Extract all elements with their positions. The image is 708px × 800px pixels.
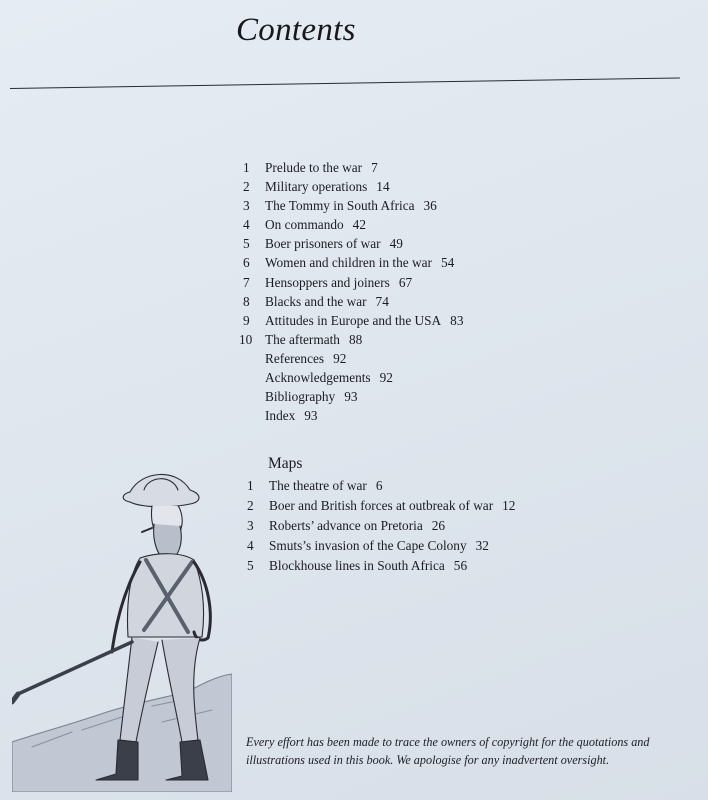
backmatter-title: Acknowledgements: [265, 370, 371, 386]
map-page: 26: [431, 517, 446, 533]
map-page: 12: [502, 497, 516, 513]
map-number: 3: [247, 517, 254, 533]
map-title: The theatre of war: [269, 478, 367, 493]
boer-soldier-illustration: [12, 462, 232, 792]
chapter-number: 2: [243, 179, 250, 195]
chapter-title: Prelude to the war: [265, 160, 363, 175]
title-divider: [10, 77, 680, 89]
chapter-number: 3: [243, 198, 250, 214]
chapter-title: Blacks and the war: [265, 293, 367, 309]
chapter-page: 88: [348, 331, 363, 347]
backmatter-title: References: [265, 350, 325, 366]
chapter-title: The Tommy in South Africa: [265, 198, 415, 214]
chapter-number: 9: [243, 312, 250, 328]
map-page: 32: [475, 537, 489, 553]
backmatter-page: 93: [344, 389, 358, 405]
copyright-note: Every effort has been made to trace the owners of copyright for the quotations and illustrations used in this book. We apologise for any inadvertent oversight.: [246, 735, 650, 767]
chapter-title: Attitudes in Europe and the USA: [265, 312, 442, 328]
map-page: 56: [453, 557, 468, 573]
backmatter-title: Index: [265, 408, 296, 424]
map-title: Boer and British forces at outbreak of war: [269, 497, 494, 513]
chapter-title: On commando: [265, 217, 344, 233]
map-title: Roberts’ advance on Pretoria: [269, 517, 423, 533]
chapter-page: 7: [371, 160, 378, 175]
map-title: Blockhouse lines in South Africa: [269, 557, 445, 573]
chapter-number: 1: [243, 160, 250, 175]
chapter-number: 8: [243, 293, 250, 309]
chapter-page: 14: [376, 179, 390, 195]
maps-heading: Maps: [268, 455, 303, 472]
chapter-title: The aftermath: [265, 331, 340, 347]
backmatter-title: Bibliography: [265, 389, 336, 405]
map-number: 2: [247, 497, 254, 513]
chapter-page: 67: [398, 274, 413, 290]
chapter-number: 7: [243, 274, 250, 290]
map-number: 5: [247, 557, 254, 573]
map-title: Smuts’s invasion of the Cape Colony: [269, 537, 467, 553]
map-number: 4: [247, 537, 254, 553]
chapter-number: 4: [243, 217, 250, 233]
backmatter-page: 93: [304, 408, 318, 424]
chapter-page: 36: [423, 198, 437, 214]
chapter-title: Military operations: [265, 179, 368, 195]
chapter-number: 10: [239, 331, 253, 347]
page-title: Contents: [236, 12, 356, 48]
chapter-page: 49: [389, 236, 403, 252]
chapter-page: 83: [450, 312, 464, 328]
chapter-title: Women and children in the war: [265, 255, 432, 271]
backmatter-page: 92: [333, 350, 347, 366]
chapter-number: 5: [243, 236, 250, 252]
backmatter-page: 92: [379, 370, 393, 386]
chapter-title: Boer prisoners of war: [265, 236, 381, 252]
map-page: 6: [375, 478, 383, 493]
chapter-page: 42: [352, 217, 366, 233]
map-number: 1: [247, 478, 254, 493]
chapter-title: Hensoppers and joiners: [265, 274, 390, 290]
chapter-number: 6: [243, 255, 250, 271]
chapter-page: 74: [375, 293, 389, 309]
chapter-page: 54: [440, 255, 455, 271]
